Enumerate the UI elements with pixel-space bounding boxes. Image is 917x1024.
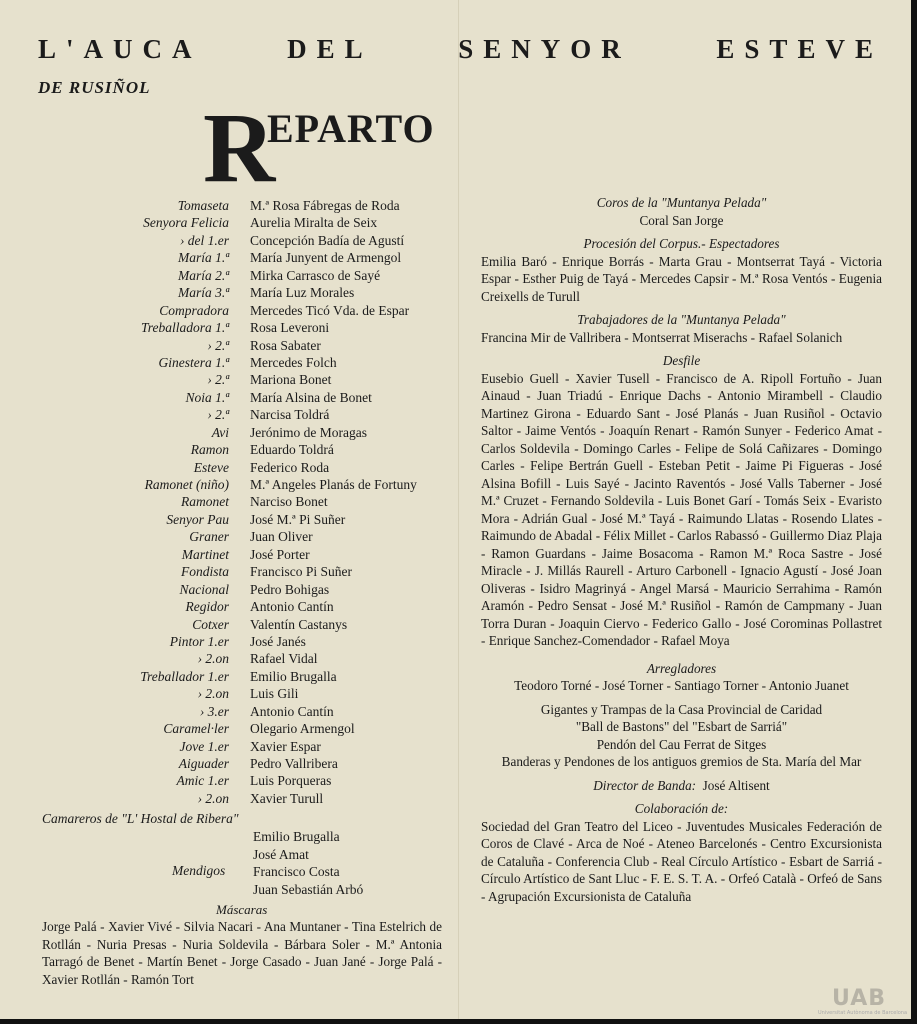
director-name: José Altisent [702,777,770,793]
right-column [481,194,882,905]
cast-role: Noia 1.ª [185,389,229,405]
cast-actor: Federico Roda [250,459,330,475]
colaboracion-text: Sociedad del Gran Teatro del Liceo - Juventudes Musicales Federación de Coros de Clavé - Arca de Noé - Ateneo Barcelonés - Centro Excursionista de Cataluña - Conferencia Club - Real Círculo Artístico - Esbart de Sarriá - Círculo Artístico de Sant Lluc - F. E. S. T. A. - Orfeó Català - Orfeó de Sans - Agrupación Excursionista de Cataluña [481,818,882,904]
cast-row [0,511,450,528]
cast-actor: Xavier Turull [250,790,324,806]
cast-row [0,284,450,301]
mascaras-heading: Máscaras [216,902,268,917]
cast-role: Cotxer [192,616,229,632]
cast-actor: Luis Gili [250,686,299,702]
trabajadores-text: Francina Mir de Vallribera - Montserrat Miserachs - Rafael Solanich [481,329,843,345]
cast-row [0,738,450,755]
uab-caption: Universitat Autònoma de Barcelona [818,1010,908,1016]
cast-actor: Mercedes Folch [250,354,337,370]
actor-name: Juan Sebastián Arbó [253,881,364,897]
reparto-rest: EPARTO [267,106,435,151]
cast-list [0,197,450,807]
cast-row [0,668,450,685]
cast-row [0,581,450,598]
cast-actor: Pedro Bohigas [250,581,330,597]
cast-role: María 1.ª [178,250,229,266]
cast-role: › del 1.er [179,232,229,248]
cast-role: › 2.ª [207,407,229,423]
cast-row [0,424,450,441]
cast-role: › 2.on [197,651,229,667]
cast-actor: Emilio Brugalla [250,668,337,684]
cast-role: Graner [189,529,229,545]
cast-row [0,720,450,737]
title-word: ESTEVE [716,34,883,64]
cast-role: Pintor 1.er [169,633,229,649]
cast-role: Caramel·ler [163,721,229,737]
mendigos-label: Mendigos [172,863,226,878]
cast-row [0,406,450,423]
mascaras-list: Jorge Palá - Xavier Vivé - Silvia Nacari - Ana Muntaner - Tina Estelrich de Rotllán - Nuria Presas - Nuria Soldevila - Bárbara Soler - M.ª Antonia Tarragó de Benet - Martín Benet - Jorge Casado - Juan Jané - Jorge Palá - Xavier Rotllán - Ramón Tort [42,919,442,987]
cast-actor: Valentín Castanys [250,616,348,632]
procesion-text: Emilia Baró - Enrique Borrás - Marta Grau - Montserrat Tayá - Victoria Espar - Esther Puig de Tayá - Mercedes Capsir - M.ª Rosa Ventós - Eugenia Creixells de Turull [481,253,882,304]
cast-row [0,371,450,388]
cast-role: Tomaseta [177,198,229,213]
cast-row [0,616,450,633]
cast-row [0,598,450,615]
cast-role: › 3.er [199,703,229,719]
director-line [481,777,882,795]
cast-actor: Xavier Espar [250,738,321,754]
cast-role: Regidor [185,599,229,615]
cast-row [0,267,450,284]
reparto-initial: R [203,92,276,203]
cast-row [0,441,450,458]
cast-row [0,772,450,789]
cast-row [0,302,450,319]
cast-row [0,685,450,702]
cast-row [0,493,450,510]
uab-logo: UAB [832,986,886,1011]
cast-actor: M.ª Angeles Planás de Fortuny [250,477,417,492]
cast-actor: Francisco Pi Suñer [250,564,352,580]
cast-row [0,337,450,354]
title-word: L'AUCA [38,34,202,64]
mendigos-actors [253,863,363,898]
cast-role: › 2.ª [207,337,229,353]
cast-actor: Concepción Badía de Agustí [250,232,405,248]
cast-row [0,755,450,772]
cast-role: Senyora Felicia [143,215,229,231]
cast-row [0,232,450,249]
coros-text: Coral San Jorge [639,212,724,228]
cast-role: Treballadora 1.ª [141,320,229,336]
cast-actor: Luis Porqueras [250,773,332,789]
cast-row [0,459,450,476]
play-title [38,34,883,65]
arregladores-heading: Arregladores [646,660,717,676]
cast-role: María 2.ª [178,267,229,283]
cast-role: Martinet [181,546,229,562]
cast-actor: Narcisa Toldrá [250,407,330,423]
cast-actor: Rosa Leveroni [250,320,330,336]
cast-actor: Rafael Vidal [250,651,318,667]
desfile-text: Eusebio Guell - Xavier Tusell - Francisco de A. Ripoll Fortuño - Juan Ainaud - Juan Triadú - Enrique Dachs - Antonio Mirambell - Claudio Martinez Girona - Eduardo Sant - José Planás - Juan Rusiñol - Octavio Saltor - Jaime Ventós - Joaquín Renart - Ramón Sunyer - Federico Amat - Carlos Soldevila - Domingo Carles - Felipe de Solá Cañizares - Domingo Carles - Felipe Bertrán Guell - Esteban Petit - Jaime Pi Figueras - José Alsina Bofill - Luis Sayé - Jacinto Raventós - José Valls Taberner - José M.ª Cruzet - Fernando Soldevila - Luis Bonet Garí - Tomás Seix - Evaristo Mora - Adrián Gual - José M.ª Tayá - Raimundo Llatas - Rosendo Llates - Raimundo de Abadal - Félix Millet - Carlos Rabassó - Guillermo Diaz Plaja - Ramon Guardans - Jaime Bosacoma - Ramon M.ª Roca Sastre - José Miracle - J. Millás Raurell - Arturo Carbonell - Ignacio Agustí - José Joan Oliveras - Isidro Magrinyá - Angel Marsá - Mauricio Serrahima - Ramón Aramón - Pedro Sensat - José M.ª Rusiñol - Ramón de Campmany - Juan Torra Duran - Joaquin Ciervo - Federico Gallo - José Corominas Pollastret - Enrique Sanchez-Comendador - Rafael Moya [481,370,882,648]
cast-role: Ginestera 1.ª [158,354,229,370]
cast-actor: Juan Oliver [250,529,313,545]
cast-row [0,703,450,720]
cast-role: Jove 1.er [179,738,229,754]
cast-actor: M.ª Rosa Fábregas de Roda [250,198,400,213]
actor-name: José Amat [253,846,309,862]
trabajadores-heading: Trabajadores de la "Muntanya Pelada" [577,312,786,327]
cast-actor: Mariona Bonet [250,372,332,388]
cast-actor: Mirka Carrasco de Sayé [250,267,381,283]
cast-actor: Narciso Bonet [250,494,328,510]
cast-role: › 2.on [197,790,229,806]
cast-role: Compradora [159,302,229,318]
cast-role: Amic 1.er [176,773,229,789]
actor-name: Emilio Brugalla [253,829,340,844]
cast-row [0,476,450,493]
title-word: SENYOR [458,34,631,64]
cast-actor: Antonio Cantín [250,599,334,615]
cast-actor: Aurelia Miralta de Seix [250,215,378,231]
cast-role: Ramonet [181,494,229,510]
cast-role: › 2.ª [207,372,229,388]
cast-role: Nacional [179,581,229,597]
gigantes-line: Gigantes y Trampas de la Casa Provincial de Caridad [540,701,823,717]
actor-name: Francisco Costa [253,864,340,879]
cast-actor: María Alsina de Bonet [250,389,372,405]
camareros-actors [253,828,340,863]
cast-actor: Olegario Armengol [250,721,355,737]
cast-row [0,790,450,807]
cast-row [0,214,450,231]
cast-actor: José M.ª Pi Suñer [250,511,346,527]
cast-role: Treballador 1.er [140,668,229,684]
gigantes-line: Banderas y Pendones de los antiguos gremios de Sta. María del Mar [501,754,862,769]
desfile-heading: Desfile [662,353,701,368]
cast-row [0,249,450,266]
cast-actor: María Junyent de Armengol [250,250,402,266]
cast-row [0,633,450,650]
cast-row [0,197,450,214]
procesion-heading: Procesión del Corpus.- Espectadores [583,236,780,251]
director-label: Director de Banda: [593,777,697,793]
cast-actor: Pedro Vallribera [250,756,338,771]
cast-row [0,354,450,371]
cast-row [0,389,450,406]
gigantes-line: Pendón del Cau Ferrat de Sitges [596,736,767,752]
cast-row [0,319,450,336]
cast-actor: Eduardo Toldrá [250,442,334,458]
cast-actor: Mercedes Ticó Vda. de Espar [250,302,410,318]
cast-role: Avi [211,424,229,440]
cast-actor: José Janés [250,633,306,649]
cast-role: María 3.ª [178,285,229,301]
camareros-label: Camareros de "L' Hostal de Ribera" [42,811,239,826]
play-author: DE RUSIÑOL [38,78,151,97]
cast-actor: María Luz Morales [250,285,355,301]
cast-actor: José Porter [250,546,310,562]
cast-role: › 2.on [197,686,229,702]
cast-actor: Rosa Sabater [250,337,321,353]
cast-actor: Antonio Cantín [250,703,334,719]
arregladores-text: Teodoro Torné - José Torner - Santiago Torner - Antonio Juanet [514,678,849,693]
cast-role: Esteve [193,459,229,475]
gigantes-line: "Ball de Bastons" del "Esbart de Sarriá" [575,719,788,734]
title-word: DEL [287,34,373,64]
cast-role: Senyor Pau [166,511,229,527]
coros-heading: Coros de la "Muntanya Pelada" [596,195,767,210]
page-fold [458,0,459,1019]
cast-actor: Jerónimo de Moragas [250,424,367,440]
colaboracion-heading: Colaboración de: [634,801,729,816]
cast-row [0,563,450,580]
cast-row [0,546,450,563]
cast-role: Ramon [190,442,229,458]
cast-row [0,650,450,667]
cast-role: Aiguader [178,756,229,771]
cast-role: Ramonet (niño) [144,477,229,492]
cast-row [0,528,450,545]
cast-role: Fondista [180,564,229,580]
